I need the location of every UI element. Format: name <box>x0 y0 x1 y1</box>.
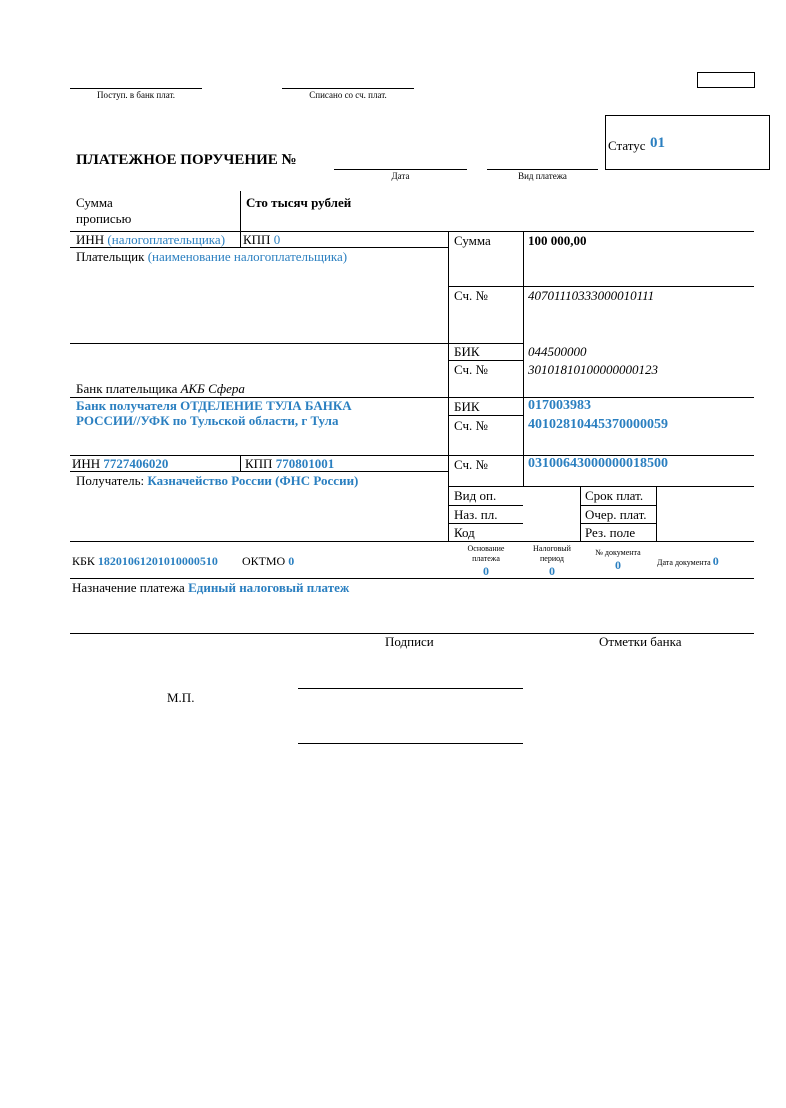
divider <box>448 486 754 487</box>
payment-purpose-value: Единый налоговый платеж <box>188 580 350 595</box>
tax-period-value: 0 <box>549 564 555 578</box>
order-label: Очер. плат. <box>585 507 647 522</box>
divider <box>523 231 524 486</box>
signature-line-1 <box>298 688 523 689</box>
status-box <box>605 115 770 170</box>
document-number <box>584 548 652 570</box>
received-date-line <box>70 88 202 89</box>
divider <box>70 578 754 579</box>
kbk <box>72 554 218 569</box>
document-date-value: 0 <box>712 554 719 568</box>
status-label: Статус <box>608 138 646 153</box>
document-date-label: Дата документа <box>657 558 711 567</box>
date-label: Дата <box>391 171 410 181</box>
divider <box>240 455 241 471</box>
code-label: Код <box>454 525 475 540</box>
payer-inn-label: ИНН <box>76 232 105 247</box>
payee-bank-value-1: ОТДЕЛЕНИЕ ТУЛА БАНКА <box>180 398 352 413</box>
payee-bank-account-value: 40102810445370000059 <box>528 417 668 432</box>
payer-bank-value: АКБ Сфера <box>180 381 245 396</box>
amount-label: Сумма <box>454 233 491 248</box>
oktmo <box>242 554 294 569</box>
payee-bank-line-1 <box>76 398 352 414</box>
debited-label: Списано со сч. плат. <box>309 90 387 100</box>
payer-bank-label: Банк плательщика <box>76 381 178 396</box>
payee-account-label: Сч. № <box>454 457 488 472</box>
due-label: Срок плат. <box>585 488 644 503</box>
amount-value: 100 000,00 <box>528 233 587 248</box>
payer-kpp-value: 0 <box>273 232 281 247</box>
divider <box>580 486 581 541</box>
divider <box>656 486 657 541</box>
divider <box>448 505 523 506</box>
payer-bank-account-value: 30101810100000000123 <box>528 362 658 377</box>
tax-period <box>521 544 583 576</box>
payer-name <box>76 249 347 265</box>
payer-bik-value: 044500000 <box>528 344 587 359</box>
payee-account-value: 03100643000000018500 <box>528 456 668 471</box>
payer-bank-account-label: Сч. № <box>454 362 488 377</box>
payment-basis <box>450 544 522 576</box>
amount-words-label-2: прописью <box>76 211 132 226</box>
status-value: 01 <box>650 135 665 151</box>
document-number-value: 0 <box>615 558 621 572</box>
payment-type-label: Вид платежа <box>518 171 567 181</box>
divider <box>448 231 449 541</box>
payee-name-value: Казначейство России (ФНС России) <box>147 473 359 488</box>
signatures-label: Подписи <box>385 634 434 649</box>
payment-basis-label-2: платежа <box>472 554 500 563</box>
payee-bank-value-2: РОССИИ//УФК по Тульской области, г Тула <box>76 413 339 428</box>
payer-bik-label: БИК <box>454 344 480 359</box>
payer-name-label: Плательщик <box>76 249 145 264</box>
document-number-label: № документа <box>595 548 641 557</box>
payee-kpp-label: КПП <box>245 456 273 471</box>
payer-account-value: 40701110333000010111 <box>528 288 655 303</box>
payer-inn-value: (налогоплательщика) <box>107 232 226 247</box>
payer-kpp <box>243 232 280 248</box>
kbk-label: КБК <box>72 554 95 568</box>
payer-bank <box>76 381 245 397</box>
op-type-label: Вид оп. <box>454 488 497 503</box>
payee-bik-label: БИК <box>454 399 480 414</box>
divider <box>240 191 241 231</box>
payment-purpose-label: Назначение платежа <box>72 580 185 595</box>
stamp-label: М.П. <box>167 690 195 705</box>
divider <box>70 541 754 542</box>
tax-period-label-1: Налоговый <box>533 544 571 553</box>
payer-name-value: (наименование налогоплательщика) <box>147 249 348 264</box>
tax-period-label-2: период <box>540 554 564 563</box>
signature-line-2 <box>298 743 523 744</box>
payee-bik-value: 017003983 <box>528 398 591 413</box>
oktmo-value: 0 <box>288 554 295 568</box>
payment-purpose <box>72 580 349 596</box>
payer-account-label: Сч. № <box>454 288 488 303</box>
payee-name-label: Получатель: <box>76 473 145 488</box>
debited-date-line <box>282 88 414 89</box>
payee-inn-value: 7727406020 <box>103 456 169 471</box>
divider <box>448 523 523 524</box>
divider <box>240 231 241 247</box>
document-date <box>657 554 719 569</box>
divider <box>448 286 754 287</box>
amount-words-label-1: Сумма <box>76 195 113 210</box>
divider <box>448 360 523 361</box>
form-code-box <box>697 72 755 88</box>
payee-inn <box>72 456 168 472</box>
payee-bank-account-label: Сч. № <box>454 418 488 433</box>
divider <box>448 415 523 416</box>
payer-kpp-label: КПП <box>243 232 271 247</box>
purpose-code-label: Наз. пл. <box>454 507 498 522</box>
payee-kpp <box>245 456 334 472</box>
payment-basis-label-1: Основание <box>467 544 505 553</box>
kbk-value: 18201061201010000510 <box>97 554 218 568</box>
bank-marks-label: Отметки банка <box>599 634 682 649</box>
amount-words-value: Сто тысяч рублей <box>246 195 352 210</box>
payee-inn-label: ИНН <box>72 456 101 471</box>
payment-type-line <box>487 169 598 170</box>
divider <box>580 523 656 524</box>
date-line <box>334 169 467 170</box>
payment-basis-value: 0 <box>483 564 489 578</box>
oktmo-label: ОКТМО <box>242 554 286 568</box>
document-title: ПЛАТЕЖНОЕ ПОРУЧЕНИЕ № <box>76 152 297 168</box>
payee-name <box>76 473 358 489</box>
payee-bank-label: Банк получателя <box>76 398 177 413</box>
divider <box>580 505 656 506</box>
payer-inn <box>76 232 225 248</box>
received-label: Поступ. в банк плат. <box>97 90 175 100</box>
payee-kpp-value: 770801001 <box>275 456 335 471</box>
reserve-label: Рез. поле <box>585 525 636 540</box>
